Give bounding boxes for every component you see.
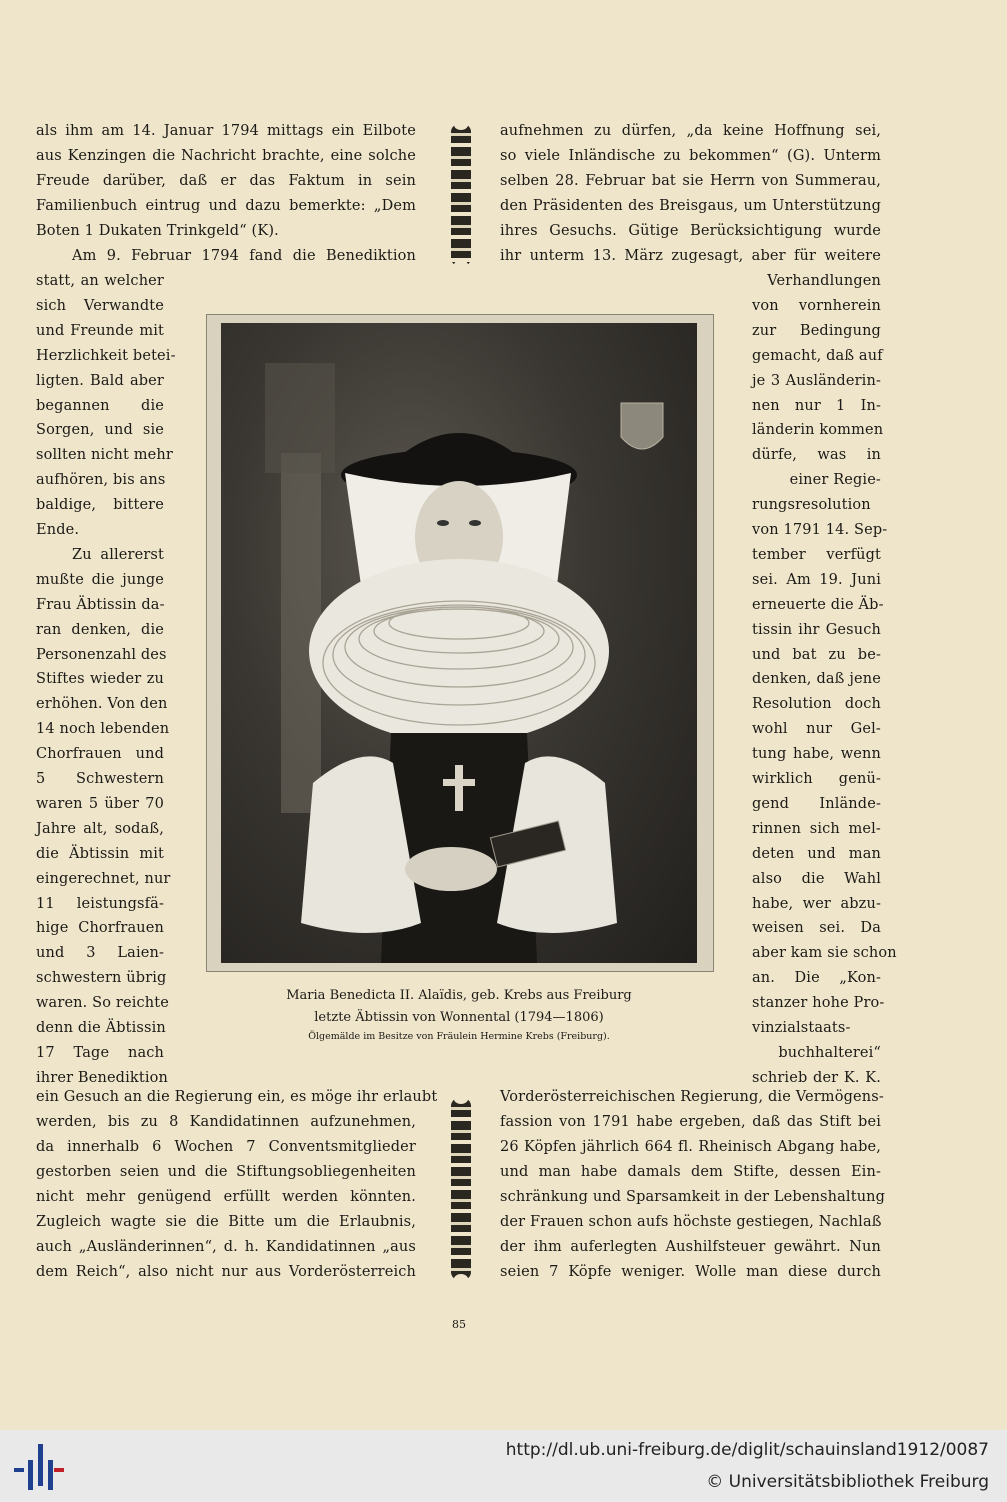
text-line: sich Verwandte: [36, 297, 164, 314]
text-line: schwestern übrig: [36, 970, 167, 987]
text-line: 5 Schwestern: [36, 771, 164, 787]
text-line: waren. So reichte: [36, 995, 169, 1012]
text-line: aufnehmen zu dürfen, „da keine Hoffnung sei,: [500, 123, 881, 139]
text-line: gemacht, daß auf: [752, 347, 883, 364]
text-line: und Freunde mit: [36, 322, 164, 339]
text-line: den Präsidenten des Breisgaus, um Unterstützung: [500, 198, 881, 214]
text-line: Resolution doch: [752, 696, 881, 713]
text-line: hige Chorfrauen: [36, 920, 164, 937]
text-line: Chorfrauen und: [36, 746, 164, 763]
text-line: baldige, bittere: [36, 497, 164, 514]
text-line: Herzlichkeit betei-: [36, 347, 176, 364]
text-line: statt, an welcher: [36, 273, 164, 289]
text-line: auch „Ausländerinnen“, d. h. Kandidatinnen „aus: [36, 1239, 416, 1255]
text-line: und 3 Laien-: [36, 945, 164, 962]
text-line: vinzialstaats-: [752, 1020, 851, 1036]
text-line: dem Reich“, also nicht nur aus Vorderösterreich: [36, 1264, 416, 1280]
text-line: begannen die: [36, 397, 164, 414]
text-line: waren 5 über 70: [36, 795, 164, 812]
text-line: Verhandlungen: [767, 273, 881, 289]
text-line: schränkung und Sparsamkeit in der Lebenshaltung: [500, 1189, 886, 1205]
text-line: Freude darüber, daß er das Faktum in sein: [36, 173, 416, 189]
text-line: Jahre alt, sodaß,: [36, 820, 164, 837]
text-line: fassion von 1791 habe ergeben, daß das Stift bei: [500, 1114, 881, 1130]
text-line: erhöhen. Von den: [36, 696, 168, 713]
text-line: buchhalterei“: [778, 1044, 881, 1061]
text-line: weisen sei. Da: [752, 920, 881, 937]
text-line: Ende.: [36, 522, 80, 538]
text-line: eingerechnet, nur: [36, 870, 171, 887]
text-line: an. Die „Kon-: [752, 970, 881, 987]
viewer-footer: [0, 1430, 1007, 1502]
text-line: Familienbuch eintrug und dazu bemerkte: „Dem: [36, 198, 416, 214]
text-line: mußte die junge: [36, 571, 164, 588]
text-line: 26 Köpfen jährlich 664 fl. Rheinisch Abgang habe,: [500, 1139, 881, 1155]
text-line: Stiftes wieder zu: [36, 671, 164, 688]
caption-subtitle: letzte Äbtissin von Wonnental (1794—1806): [314, 1010, 604, 1025]
text-line: wirklich genü-: [752, 771, 881, 787]
text-line: habe, wer abzu-: [752, 895, 881, 912]
text-line: da innerhalb 6 Wochen 7 Conventsmitglieder: [36, 1139, 416, 1155]
text-line: erneuerte die Äb-: [752, 596, 884, 613]
text-line: Vorderösterreichischen Regierung, die Vermögens-: [500, 1089, 884, 1105]
text-line: schrieb der K. K.: [752, 1069, 881, 1086]
text-line: tissin ihr Gesuch: [752, 621, 881, 638]
text-line: der ihm auferlegten Aushilfsteuer gewährt. Nun: [500, 1239, 881, 1255]
text-line: seien 7 Köpfe weniger. Wolle man diese durch: [500, 1264, 881, 1280]
text-line: aus Kenzingen die Nachricht brachte, eine solche: [36, 148, 416, 164]
text-line: denn die Äbtissin: [36, 1020, 166, 1036]
text-line: Personenzahl des: [36, 646, 167, 663]
text-line: Am 9. Februar 1794 fand die Benediktion: [72, 248, 416, 264]
text-line: 11 leistungsfä-: [36, 895, 164, 912]
text-line: so viele Inländische zu bekommen“ (G). Unterm: [500, 148, 881, 164]
text-line: nen nur 1 In-: [752, 397, 881, 414]
library-logo-icon: [14, 1442, 64, 1490]
text-line: gestorben seien und die Stiftungsobliegenheiten: [36, 1164, 416, 1180]
text-line: und bat zu be-: [752, 646, 881, 663]
text-line: und man habe damals dem Stifte, dessen Ein-: [500, 1164, 881, 1180]
text-line: länderin kommen: [752, 422, 884, 439]
text-line: aufhören, bis ans: [36, 472, 166, 489]
text-line: aber kam sie schon: [752, 945, 897, 962]
text-line: 17 Tage nach: [36, 1044, 164, 1061]
text-line: ihres Gesuchs. Gütige Berücksichtigung wurde: [500, 223, 881, 239]
text-line: rinnen sich mel-: [752, 820, 881, 837]
text-line: denken, daß jene: [752, 671, 881, 688]
text-line: ihrer Benediktion: [36, 1069, 168, 1086]
caption-source: Ölgemälde im Besitze von Fräulein Hermine Krebs (Freiburg).: [308, 1031, 610, 1042]
caption-title: Maria Benedicta II. Alaïdis, geb. Krebs aus Freiburg: [286, 988, 632, 1003]
text-line: ligten. Bald aber: [36, 372, 164, 389]
text-line: 14 noch lebenden: [36, 721, 170, 738]
column-ornament-bottom: [451, 1098, 471, 1280]
text-line: gend Inlände-: [752, 795, 881, 812]
portrait-illustration: [221, 323, 697, 963]
text-line: tember verfügt: [752, 546, 881, 563]
text-line: zur Bedingung: [752, 322, 881, 339]
text-line: stanzer hohe Pro-: [752, 995, 885, 1012]
portrait-figure: [206, 314, 714, 972]
text-line: ran denken, die: [36, 621, 164, 638]
text-line: Boten 1 Dukaten Trinkgeld“ (K).: [36, 223, 279, 239]
text-line: selben 28. Februar bat sie Herrn von Summerau,: [500, 173, 881, 189]
text-line: Zugleich wagte sie die Bitte um die Erlaubnis,: [36, 1214, 416, 1230]
text-line: Frau Äbtissin da-: [36, 596, 165, 613]
text-line: sollten nicht mehr: [36, 447, 173, 464]
column-ornament-top: [451, 124, 471, 266]
text-line: von vornherein: [752, 297, 881, 314]
copyright-notice: © Universitätsbibliothek Freiburg: [706, 1472, 989, 1492]
text-line: nicht mehr genügend erfüllt werden könnten.: [36, 1189, 416, 1205]
text-line: einer Regie-: [789, 472, 881, 489]
text-line: sei. Am 19. Juni: [752, 571, 881, 588]
text-line: Sorgen, und sie: [36, 422, 164, 439]
portrait-painting: [221, 323, 697, 963]
text-line: je 3 Ausländerin-: [752, 372, 881, 389]
text-line: tung habe, wenn: [752, 746, 881, 763]
document-url-link[interactable]: http://dl.ub.uni-freiburg.de/diglit/schauinsland1912/0087: [505, 1440, 989, 1460]
text-line: die Äbtissin mit: [36, 845, 164, 862]
text-line: der Frauen schon aufs höchste gestiegen, Nachlaß: [500, 1214, 882, 1230]
text-line: ein Gesuch an die Regierung ein, es möge ihr erlaubt: [36, 1089, 438, 1105]
page-number: 85: [452, 1318, 466, 1331]
text-line: werden, bis zu 8 Kandidatinnen aufzunehmen,: [36, 1114, 416, 1130]
text-line: als ihm am 14. Januar 1794 mittags ein Eilbote: [36, 123, 416, 139]
text-line: Zu allererst: [72, 546, 164, 563]
text-line: von 1791 14. Sep-: [752, 522, 888, 538]
text-line: dürfe, was in: [752, 447, 881, 464]
text-line: rungsresolution: [752, 497, 871, 514]
text-line: ihr unterm 13. März zugesagt, aber für weitere: [500, 248, 881, 264]
text-line: deten und man: [752, 845, 881, 862]
text-line: wohl nur Gel-: [752, 721, 881, 738]
text-line: also die Wahl: [752, 870, 881, 887]
